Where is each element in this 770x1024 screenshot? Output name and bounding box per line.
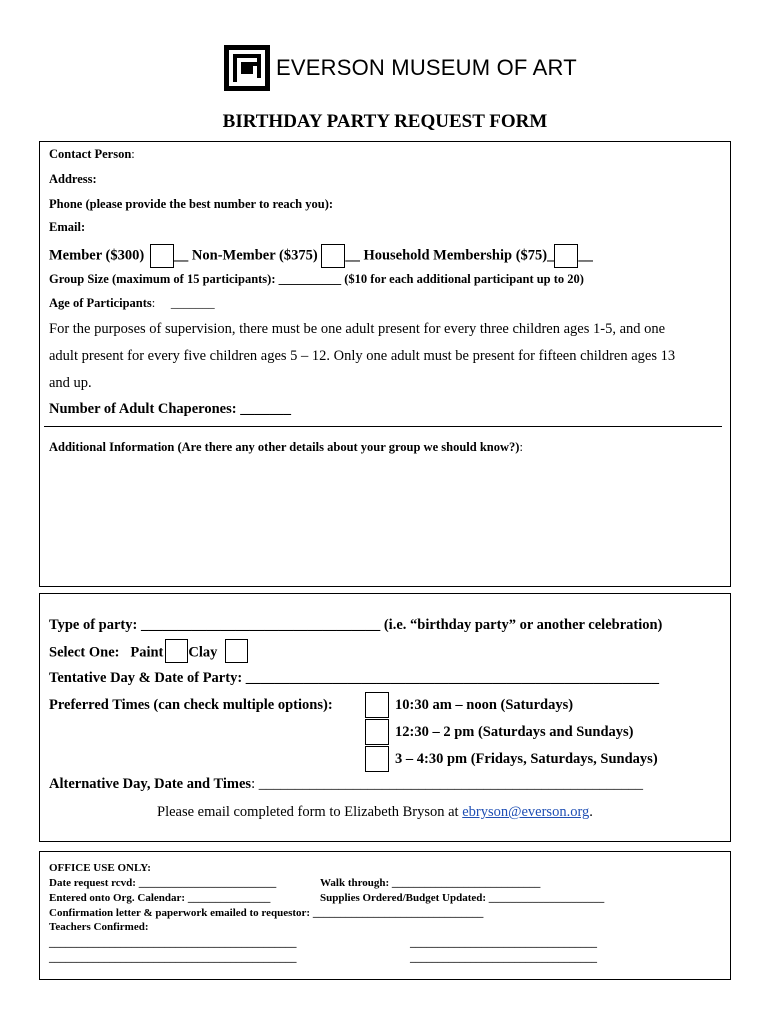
alternative-label: Alternative Day, Date and Times (49, 776, 252, 792)
confirmation-field[interactable]: Confirmation letter & paperwork emailed to requestor: _______________________________ (49, 907, 484, 919)
nonmember-label: Non-Member ($375) (191, 247, 318, 264)
contact-person-colon: : (131, 147, 135, 161)
select-one-row (49, 643, 248, 663)
member-checkbox[interactable] (150, 244, 174, 268)
address-field[interactable]: Address: (49, 172, 97, 186)
email-instruction-text: Please email completed form to Elizabeth Bryson at (157, 804, 463, 820)
supplies-field[interactable]: Supplies Ordered/Budget Updated: _____________________ (320, 892, 605, 904)
phone-field[interactable]: Phone (please provide the best number to reach you): (49, 197, 334, 211)
teachers-confirmed-label: Teachers Confirmed: (49, 921, 149, 933)
group-size-field[interactable]: Group Size (maximum of 15 participants): __________ ($10 for each additional participant up to 20) (49, 272, 584, 286)
email-field[interactable]: Email: (49, 220, 86, 234)
teacher-line-right-1[interactable]: __________________________________ (410, 937, 597, 949)
everson-logo-icon (224, 45, 270, 91)
supervision-text-1: For the purposes of supervision, there must be one adult present for every three children ages 1-5, and one (49, 321, 666, 337)
time-3-label: 3 – 4:30 pm (Fridays, Saturdays, Sundays) (395, 750, 658, 767)
member-blank: __ (173, 247, 189, 264)
logo-text: EVERSON MUSEUM OF ART (276, 55, 577, 80)
additional-info-colon: : (519, 440, 523, 454)
email-link[interactable]: ebryson@everson.org (462, 804, 590, 820)
email-instruction (157, 804, 593, 821)
time-option-2[interactable] (365, 719, 634, 745)
select-one-label: Select One: (49, 644, 120, 661)
clay-checkbox[interactable] (225, 639, 248, 663)
time-2-checkbox[interactable] (365, 719, 389, 745)
age-colon: : (151, 296, 156, 310)
alternative-rest: : _____________________________________________________ (251, 776, 643, 792)
time-2-label: 12:30 – 2 pm (Saturdays and Sundays) (395, 723, 634, 740)
contact-person-label: Contact Person (49, 147, 132, 161)
supervision-text-2: adult present for every five children ages 5 – 12. Only one adult must be present for fifteen children ages 13 (49, 348, 676, 364)
museum-logo (224, 44, 577, 92)
household-pre: _ (547, 247, 555, 264)
supervision-text-3: and up. (49, 375, 92, 391)
age-blank: _______ (170, 296, 215, 310)
time-1-checkbox[interactable] (365, 692, 389, 718)
time-1-label: 10:30 am – noon (Saturdays) (395, 696, 574, 713)
clay-label: Clay (188, 644, 218, 661)
household-checkbox[interactable] (554, 244, 578, 268)
age-field[interactable] (49, 296, 215, 311)
date-request-field[interactable]: Date request rcvd: _________________________ (49, 877, 277, 889)
paint-label: Paint (130, 644, 164, 661)
teacher-line-right-2[interactable]: __________________________________ (410, 952, 597, 964)
member-label: Member ($300) (49, 247, 145, 264)
calendar-entry-field[interactable]: Entered onto Org. Calendar: _______________ (49, 892, 271, 904)
nonmember-blank: __ (345, 247, 360, 264)
page-title: BIRTHDAY PARTY REQUEST FORM (222, 111, 548, 132)
paint-checkbox[interactable] (165, 639, 188, 663)
time-option-1[interactable] (365, 692, 573, 718)
teacher-line-left-1[interactable]: _____________________________________________ (49, 937, 297, 949)
section-divider (44, 426, 722, 427)
household-label: Household Membership ($75) (363, 247, 548, 264)
household-blank: __ (578, 247, 593, 264)
time-option-3[interactable] (365, 746, 658, 772)
additional-info-label: Additional Information (Are there any other details about your group we should know?) (49, 440, 520, 454)
contact-person-field[interactable] (49, 147, 135, 162)
email-period: . (589, 804, 593, 820)
preferred-times-label: Preferred Times (can check multiple options): (49, 697, 333, 713)
walk-through-field[interactable]: Walk through: ___________________________ (320, 877, 541, 889)
additional-info-field[interactable] (49, 440, 523, 455)
nonmember-checkbox[interactable] (321, 244, 345, 268)
chaperones-field[interactable]: Number of Adult Chaperones: _______ (49, 401, 291, 417)
tentative-date-field[interactable]: Tentative Day & Date of Party: _________________________________________________________ (49, 670, 660, 686)
type-of-party-field[interactable]: Type of party: _________________________________ (i.e. “birthday party” or another celebration) (49, 617, 663, 633)
alternative-dates-field[interactable] (49, 776, 643, 793)
membership-options (49, 244, 593, 268)
age-label: Age of Participants (49, 296, 152, 310)
time-3-checkbox[interactable] (365, 746, 389, 772)
teacher-line-left-2[interactable]: _____________________________________________ (49, 952, 297, 964)
office-title: OFFICE USE ONLY: (49, 862, 151, 874)
